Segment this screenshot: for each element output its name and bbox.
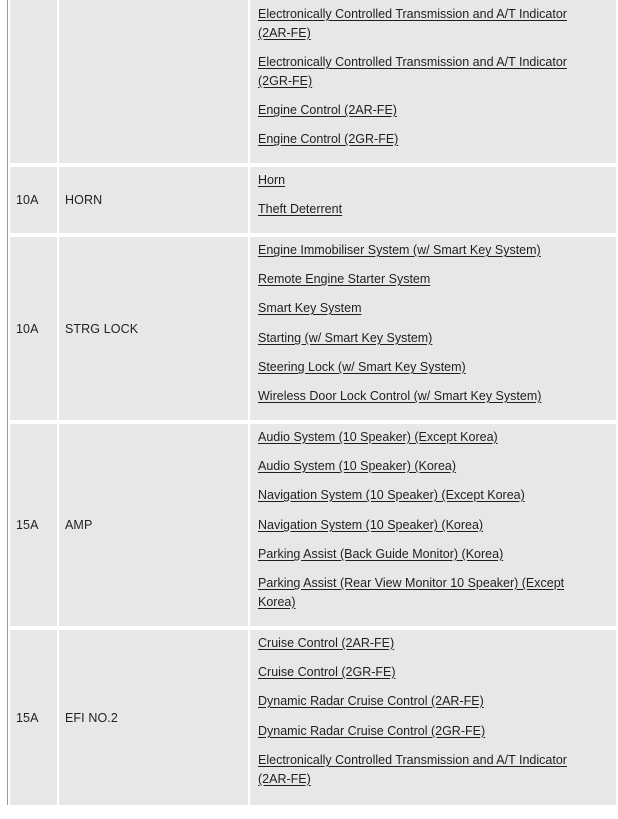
amperage-value: 15A [16,710,39,725]
fuse-name: STRG LOCK [65,321,139,336]
system-link[interactable]: Parking Assist (Rear View Monitor 10 Speaker) (Except Korea) [258,576,565,609]
fuse-name: EFI NO.2 [65,710,118,725]
fuse-name-cell [59,424,248,626]
fuse-name: HORN [65,193,103,207]
system-link[interactable]: Electronically Controlled Transmission and A/T Indicator (2AR-FE) [258,753,567,786]
system-link[interactable]: Parking Assist (Back Guide Monitor) (Korea) [258,547,504,561]
system-link[interactable]: Remote Engine Starter System [258,272,431,286]
table-row [10,424,616,626]
system-link[interactable]: Wireless Door Lock Control (w/ Smart Key System) [258,389,542,403]
amperage-cell [10,167,57,233]
amperage-cell [10,424,57,626]
system-link[interactable]: Audio System (10 Speaker) (Korea) [258,459,457,473]
system-link[interactable]: Navigation System (10 Speaker) (Korea) [258,518,484,532]
system-link[interactable]: Steering Lock (w/ Smart Key System) [258,360,466,374]
system-link[interactable]: Cruise Control (2GR-FE) [258,665,396,679]
systems-cell [250,424,616,626]
system-link[interactable]: Audio System (10 Speaker) (Except Korea) [258,430,498,444]
system-link[interactable]: Navigation System (10 Speaker) (Except Korea) [258,488,525,502]
system-link[interactable]: Engine Control (2AR-FE) [258,103,397,117]
systems-cell [250,630,616,805]
amperage-value: 15A [16,518,39,532]
amperage-value: 10A [16,321,39,336]
system-link[interactable]: Starting (w/ Smart Key System) [258,331,433,345]
system-link[interactable]: Electronically Controlled Transmission and A/T Indicator (2AR-FE) [258,7,567,40]
amperage-cell [10,0,57,163]
amperage-cell [10,630,57,805]
system-link[interactable]: Engine Control (2GR-FE) [258,132,399,146]
table-row [10,237,616,420]
table-row [10,167,616,233]
system-link[interactable]: Engine Immobiliser System (w/ Smart Key System) [258,243,541,257]
system-link[interactable]: Dynamic Radar Cruise Control (2GR-FE) [258,724,486,738]
systems-cell [250,167,616,233]
system-link[interactable]: Smart Key System [258,301,362,315]
amperage-value: 10A [16,193,39,207]
fuse-name: AMP [65,518,93,532]
fuse-name-cell [59,630,248,805]
system-link[interactable]: Theft Deterrent [258,202,343,216]
system-link[interactable]: Cruise Control (2AR-FE) [258,636,395,650]
system-link[interactable]: Horn [258,173,286,187]
table-row [10,630,616,805]
system-link[interactable]: Electronically Controlled Transmission and A/T Indicator (2GR-FE) [258,55,567,88]
systems-cell [250,237,616,420]
amperage-cell [10,237,57,420]
fuse-name-cell [59,0,248,163]
fuse-name-cell [59,167,248,233]
systems-cell [250,0,616,163]
table-row [10,0,616,163]
table-left-border [7,0,8,805]
fuse-name-cell [59,237,248,420]
system-link[interactable]: Dynamic Radar Cruise Control (2AR-FE) [258,694,484,708]
